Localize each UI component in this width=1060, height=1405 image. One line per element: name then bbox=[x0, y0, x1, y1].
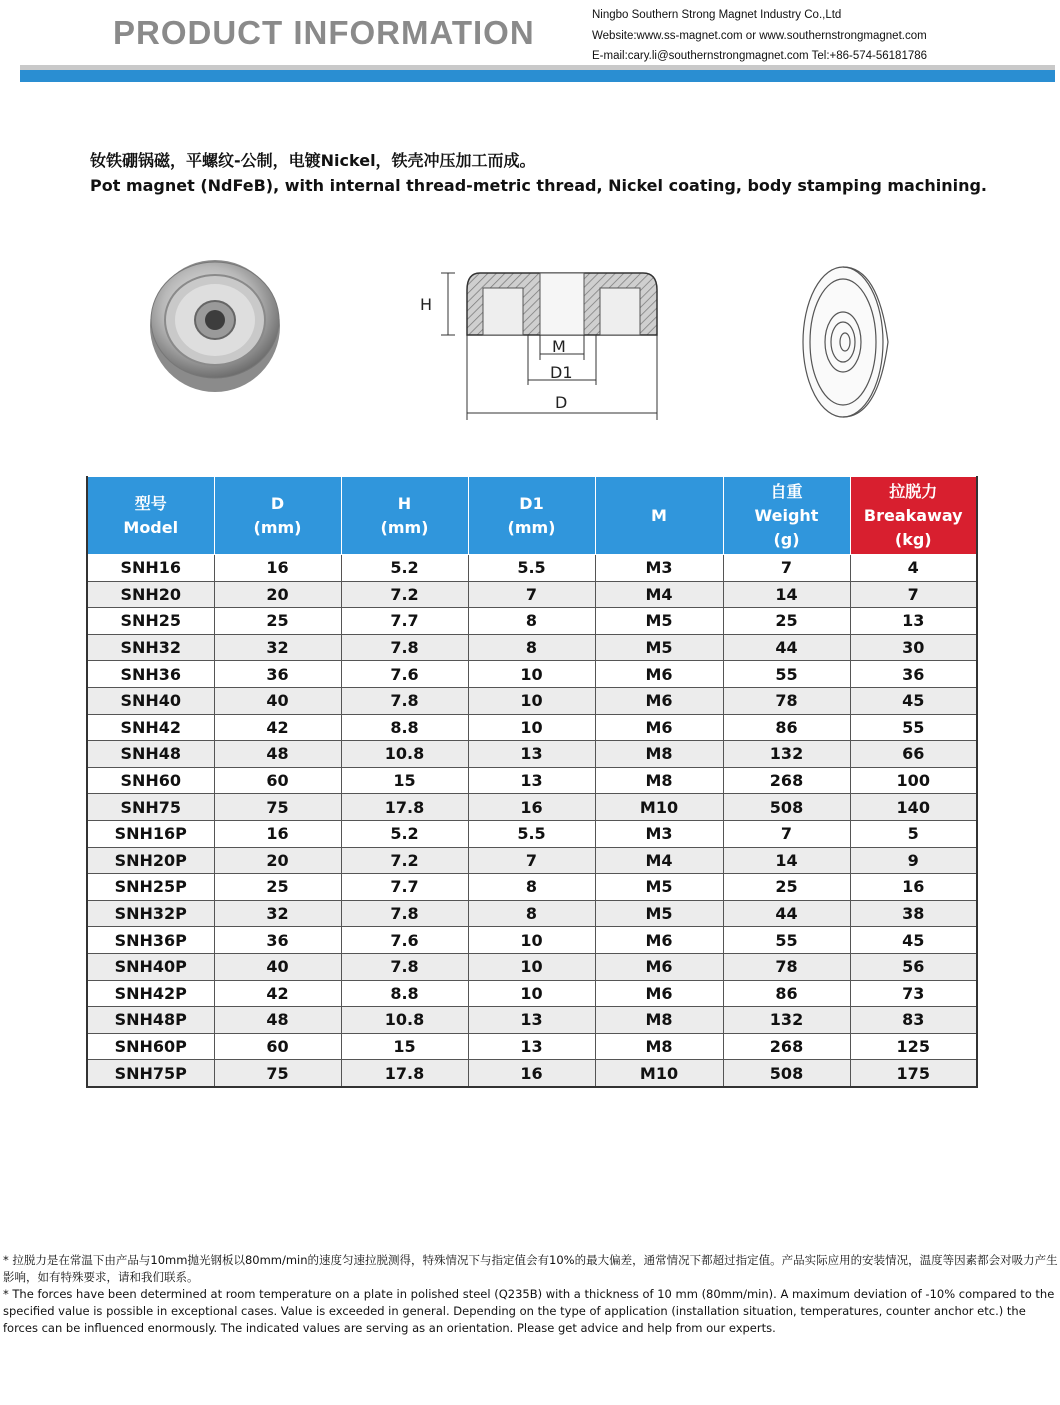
table-cell: 14 bbox=[723, 847, 850, 874]
table-cell: 86 bbox=[723, 980, 850, 1007]
table-cell: 7.7 bbox=[341, 608, 468, 635]
table-cell: SNH60 bbox=[87, 767, 214, 794]
footnote bbox=[3, 1252, 1059, 1337]
table-cell: 60 bbox=[214, 767, 341, 794]
column-header bbox=[87, 477, 214, 555]
table-cell: 140 bbox=[850, 794, 977, 821]
table-cell: 5.5 bbox=[468, 555, 595, 582]
table-row bbox=[87, 1060, 977, 1087]
table-cell: 25 bbox=[214, 874, 341, 901]
table-cell: SNH25P bbox=[87, 874, 214, 901]
table-cell: 7 bbox=[723, 555, 850, 582]
table-cell: 16 bbox=[468, 1060, 595, 1087]
table-cell: 16 bbox=[850, 874, 977, 901]
table-cell: 10 bbox=[468, 687, 595, 714]
table-cell: 10 bbox=[468, 980, 595, 1007]
table-cell: M6 bbox=[595, 927, 723, 954]
table-cell: 66 bbox=[850, 741, 977, 768]
table-cell: SNH16P bbox=[87, 820, 214, 847]
table-cell: 7 bbox=[723, 820, 850, 847]
column-header-line: Breakaway bbox=[863, 505, 963, 525]
table-row bbox=[87, 847, 977, 874]
description-en: Pot magnet (NdFeB), with internal thread-metric thread, Nickel coating, body stamping machining. bbox=[90, 176, 987, 195]
label-h: H bbox=[420, 295, 433, 314]
table-cell: 8 bbox=[468, 634, 595, 661]
table-cell: 7.8 bbox=[341, 687, 468, 714]
table-row bbox=[87, 900, 977, 927]
table-cell: 13 bbox=[468, 1033, 595, 1060]
table-cell: SNH40P bbox=[87, 953, 214, 980]
table-cell: 13 bbox=[850, 608, 977, 635]
table-cell: 8 bbox=[468, 608, 595, 635]
table-cell: M5 bbox=[595, 900, 723, 927]
table-cell: 14 bbox=[723, 581, 850, 608]
table-cell: 60 bbox=[214, 1033, 341, 1060]
table-cell: 36 bbox=[850, 661, 977, 688]
table-cell: 7.8 bbox=[341, 634, 468, 661]
page-title: PRODUCT INFORMATION bbox=[113, 14, 535, 51]
table-cell: 78 bbox=[723, 687, 850, 714]
table-cell: 48 bbox=[214, 741, 341, 768]
table-cell: 10 bbox=[468, 661, 595, 688]
description-cn: 钕铁硼锅磁，平螺纹-公制，电镀Nickel，铁壳冲压加工而成。 bbox=[90, 151, 536, 170]
table-cell: 15 bbox=[341, 767, 468, 794]
table-cell: 7.6 bbox=[341, 927, 468, 954]
table-cell: M6 bbox=[595, 980, 723, 1007]
table-cell: 7.8 bbox=[341, 953, 468, 980]
table-row bbox=[87, 820, 977, 847]
table-cell: 16 bbox=[214, 820, 341, 847]
table-cell: M3 bbox=[595, 820, 723, 847]
table-cell: 20 bbox=[214, 581, 341, 608]
table-cell: 7.6 bbox=[341, 661, 468, 688]
table-row bbox=[87, 741, 977, 768]
table-cell: SNH48 bbox=[87, 741, 214, 768]
table-row bbox=[87, 661, 977, 688]
table-cell: 36 bbox=[214, 661, 341, 688]
table-cell: 100 bbox=[850, 767, 977, 794]
table-cell: 7.2 bbox=[341, 847, 468, 874]
spec-table bbox=[86, 476, 978, 1088]
table-cell: 30 bbox=[850, 634, 977, 661]
table-cell: M5 bbox=[595, 608, 723, 635]
table-cell: 25 bbox=[723, 608, 850, 635]
table-cell: M10 bbox=[595, 794, 723, 821]
table-cell: SNH20 bbox=[87, 581, 214, 608]
table-cell: 10 bbox=[468, 953, 595, 980]
column-header-line: D bbox=[270, 493, 285, 513]
table-cell: M8 bbox=[595, 1033, 723, 1060]
table-cell: M8 bbox=[595, 767, 723, 794]
table-cell: 20 bbox=[214, 847, 341, 874]
table-cell: 125 bbox=[850, 1033, 977, 1060]
table-cell: 73 bbox=[850, 980, 977, 1007]
table-cell: M10 bbox=[595, 1060, 723, 1087]
table-cell: 5 bbox=[850, 820, 977, 847]
table-cell: M8 bbox=[595, 741, 723, 768]
table-cell: 55 bbox=[723, 927, 850, 954]
table-row bbox=[87, 1007, 977, 1034]
table-cell: 7.7 bbox=[341, 874, 468, 901]
company-website: Website:www.ss-magnet.com or www.southernstrongmagnet.com bbox=[592, 29, 927, 42]
table-cell: 8 bbox=[468, 900, 595, 927]
column-header-line: 自重 bbox=[770, 481, 803, 501]
table-cell: M4 bbox=[595, 847, 723, 874]
column-header bbox=[214, 477, 341, 555]
table-row bbox=[87, 927, 977, 954]
table-cell: 25 bbox=[723, 874, 850, 901]
column-header-line: Model bbox=[123, 517, 179, 537]
table-cell: 7 bbox=[468, 581, 595, 608]
table-cell: SNH75 bbox=[87, 794, 214, 821]
table-cell: 132 bbox=[723, 741, 850, 768]
table-cell: 8.8 bbox=[341, 714, 468, 741]
table-cell: 45 bbox=[850, 687, 977, 714]
table-cell: 5.2 bbox=[341, 820, 468, 847]
table-cell: 55 bbox=[850, 714, 977, 741]
column-header bbox=[723, 477, 850, 555]
product-images bbox=[0, 260, 1060, 430]
table-row bbox=[87, 608, 977, 635]
table-cell: 8.8 bbox=[341, 980, 468, 1007]
column-header-line: Weight bbox=[754, 505, 819, 525]
table-cell: SNH32 bbox=[87, 634, 214, 661]
table-cell: 10 bbox=[468, 927, 595, 954]
table-cell: M6 bbox=[595, 661, 723, 688]
column-header-line: (kg) bbox=[894, 529, 932, 549]
table-cell: 7.8 bbox=[341, 900, 468, 927]
table-cell: 32 bbox=[214, 900, 341, 927]
table-cell: 268 bbox=[723, 767, 850, 794]
table-cell: M6 bbox=[595, 687, 723, 714]
table-cell: 83 bbox=[850, 1007, 977, 1034]
table-cell: 7 bbox=[850, 581, 977, 608]
table-row bbox=[87, 1033, 977, 1060]
table-cell: SNH42P bbox=[87, 980, 214, 1007]
column-header-line: 拉脱力 bbox=[889, 481, 938, 501]
table-cell: 75 bbox=[214, 1060, 341, 1087]
table-row bbox=[87, 555, 977, 582]
column-header-line: M bbox=[651, 505, 667, 525]
table-row bbox=[87, 767, 977, 794]
column-header-line: (mm) bbox=[507, 517, 556, 537]
table-row bbox=[87, 794, 977, 821]
table-cell: 16 bbox=[468, 794, 595, 821]
table-row bbox=[87, 581, 977, 608]
table-cell: 17.8 bbox=[341, 1060, 468, 1087]
table-cell: 15 bbox=[341, 1033, 468, 1060]
table-cell: 4 bbox=[850, 555, 977, 582]
table-row bbox=[87, 714, 977, 741]
table-cell: 75 bbox=[214, 794, 341, 821]
table-cell: SNH32P bbox=[87, 900, 214, 927]
table-cell: M5 bbox=[595, 634, 723, 661]
table-cell: 38 bbox=[850, 900, 977, 927]
table-cell: 13 bbox=[468, 1007, 595, 1034]
table-cell: 5.2 bbox=[341, 555, 468, 582]
table-cell: SNH60P bbox=[87, 1033, 214, 1060]
column-header-line: D1 bbox=[519, 493, 544, 513]
column-header bbox=[468, 477, 595, 555]
company-contact: E-mail:cary.li@southernstrongmagnet.com Tel:+86-574-56181786 bbox=[592, 50, 928, 62]
table-cell: 508 bbox=[723, 1060, 850, 1087]
table-cell: 13 bbox=[468, 767, 595, 794]
header-row bbox=[87, 477, 977, 555]
table-cell: 13 bbox=[468, 741, 595, 768]
table-cell: 56 bbox=[850, 953, 977, 980]
table-cell: 10.8 bbox=[341, 741, 468, 768]
table-cell: 10 bbox=[468, 714, 595, 741]
spec-table-header bbox=[87, 477, 977, 555]
table-cell: SNH48P bbox=[87, 1007, 214, 1034]
column-header bbox=[341, 477, 468, 555]
company-name: Ningbo Southern Strong Magnet Industry Co.,Ltd bbox=[592, 9, 842, 21]
table-row bbox=[87, 980, 977, 1007]
table-cell: M6 bbox=[595, 714, 723, 741]
table-cell: 44 bbox=[723, 634, 850, 661]
table-cell: 7.2 bbox=[341, 581, 468, 608]
table-cell: 32 bbox=[214, 634, 341, 661]
table-cell: 48 bbox=[214, 1007, 341, 1034]
column-header-line: 型号 bbox=[134, 493, 167, 513]
footnote-cn: * 拉脱力是在常温下由产品与10mm抛光钢板以80mm/min的速度匀速拉脱测得，特殊情况下与指定值会有10%的最大偏差，通常情况下都超过指定值。产品实际应用的安装情况，温度等因素都会对吸力产生影响，如有特殊要求，请和我们联系。 bbox=[3, 1253, 1058, 1284]
table-cell: M3 bbox=[595, 555, 723, 582]
table-cell: 25 bbox=[214, 608, 341, 635]
table-cell: 17.8 bbox=[341, 794, 468, 821]
table-cell: M5 bbox=[595, 874, 723, 901]
table-cell: M6 bbox=[595, 953, 723, 980]
label-d1: D1 bbox=[550, 363, 573, 382]
table-cell: 16 bbox=[214, 555, 341, 582]
table-row bbox=[87, 634, 977, 661]
table-cell: 508 bbox=[723, 794, 850, 821]
table-cell: SNH75P bbox=[87, 1060, 214, 1087]
product-photo bbox=[150, 260, 280, 392]
table-cell: M8 bbox=[595, 1007, 723, 1034]
table-cell: 10.8 bbox=[341, 1007, 468, 1034]
table-cell: 9 bbox=[850, 847, 977, 874]
table-cell: SNH40 bbox=[87, 687, 214, 714]
company-info bbox=[592, 5, 927, 67]
table-cell: SNH36 bbox=[87, 661, 214, 688]
table-cell: SNH36P bbox=[87, 927, 214, 954]
table-cell: 40 bbox=[214, 687, 341, 714]
table-cell: 36 bbox=[214, 927, 341, 954]
table-cell: 40 bbox=[214, 953, 341, 980]
table-cell: 44 bbox=[723, 900, 850, 927]
column-header-line: H bbox=[397, 493, 412, 513]
table-cell: 45 bbox=[850, 927, 977, 954]
table-cell: 78 bbox=[723, 953, 850, 980]
table-row bbox=[87, 874, 977, 901]
table-cell: 86 bbox=[723, 714, 850, 741]
table-cell: SNH42 bbox=[87, 714, 214, 741]
table-cell: 5.5 bbox=[468, 820, 595, 847]
table-cell: 8 bbox=[468, 874, 595, 901]
footnote-en: * The forces have been determined at room temperature on a plate in polished steel (Q235B) with a thickness of 10 mm (80mm/min). A maximum deviation of -10% compared to the specified value is possible in exceptional cases. Value is exceeded in general. Depending on the type of application (installation situation, temperatures, counter anchor etc.) the forces can be influenced enormously. The indicated values are serving as an orientation. Please get advice and help from our experts. bbox=[3, 1287, 1055, 1335]
product-description bbox=[90, 148, 987, 198]
label-m: M bbox=[552, 337, 566, 356]
table-cell: 55 bbox=[723, 661, 850, 688]
table-cell: 175 bbox=[850, 1060, 977, 1087]
column-header bbox=[850, 477, 977, 555]
table-cell: 7 bbox=[468, 847, 595, 874]
column-header-line: (mm) bbox=[253, 517, 302, 537]
technical-drawing bbox=[420, 273, 657, 420]
table-cell: SNH16 bbox=[87, 555, 214, 582]
column-header-line: (g) bbox=[773, 529, 800, 549]
column-header-line: (mm) bbox=[380, 517, 429, 537]
spec-table-body bbox=[87, 555, 977, 1087]
table-cell: M4 bbox=[595, 581, 723, 608]
label-d: D bbox=[555, 393, 568, 412]
header-divider-blue bbox=[20, 70, 1055, 82]
side-view-drawing bbox=[803, 267, 888, 417]
table-row bbox=[87, 687, 977, 714]
table-cell: 42 bbox=[214, 980, 341, 1007]
table-row bbox=[87, 953, 977, 980]
column-header bbox=[595, 477, 723, 555]
table-cell: SNH20P bbox=[87, 847, 214, 874]
table-cell: 268 bbox=[723, 1033, 850, 1060]
table-cell: 132 bbox=[723, 1007, 850, 1034]
table-cell: SNH25 bbox=[87, 608, 214, 635]
table-cell: 42 bbox=[214, 714, 341, 741]
